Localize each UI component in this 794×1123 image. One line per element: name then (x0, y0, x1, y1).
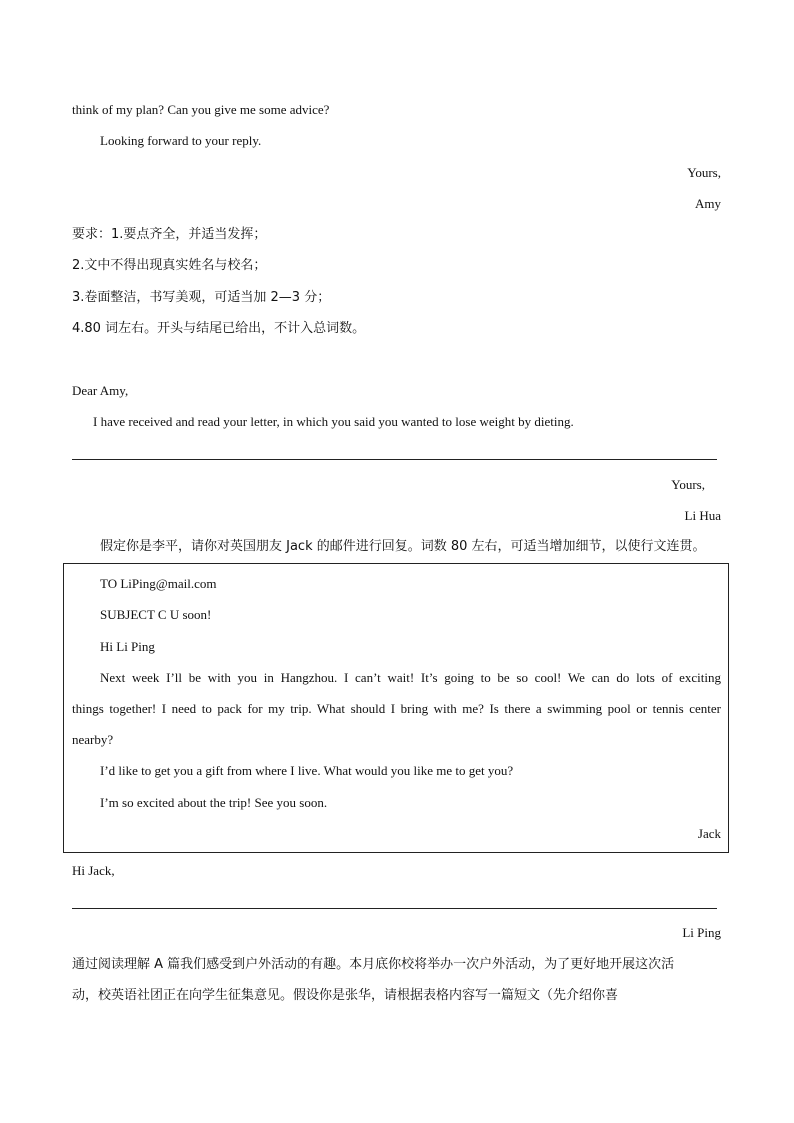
signoff-name: Amy (695, 196, 721, 211)
requirement-4: 4.80 词左右。开头与结尾已给出，不计入总词数。 (72, 321, 366, 336)
closing-yours: Yours, (671, 477, 705, 492)
email-greeting: Hi Li Ping (100, 639, 155, 654)
letter-line: think of my plan? Can you give me some advice? (72, 102, 330, 117)
writing-line (72, 908, 717, 909)
letter-closing-line: Looking forward to your reply. (100, 133, 262, 148)
email-subject: SUBJECT C U soon! (100, 607, 212, 622)
email-paragraph-3: I’m so excited about the trip! See you soon. (100, 795, 328, 810)
closing-name: Li Hua (684, 508, 721, 523)
task-3-line-2: 动，校英语社团正在向学生征集意见。假设你是张华，请根据表格内容写一篇短文（先介绍你喜 (72, 988, 619, 1003)
letter-salutation: Dear Amy, (72, 383, 129, 398)
reply-signature: Li Ping (682, 925, 721, 940)
writing-line (72, 459, 717, 460)
signoff-yours: Yours, (687, 165, 721, 180)
task-3-line-1: 通过阅读理解 A 篇我们感受到户外活动的有趣。本月底你校将举办一次户外活动，为了更好地开展这次活 (72, 957, 675, 972)
email-paragraph-1-line-3: nearby? (72, 732, 114, 747)
requirement-2: 2.文中不得出现真实姓名与校名； (72, 258, 267, 273)
requirement-1: 要求：1.要点齐全，并适当发挥； (72, 227, 267, 242)
email-paragraph-2: I’d like to get you a gift from where I live. What would you like me to get you? (100, 763, 514, 778)
letter-opening-sentence: I have received and read your letter, in which you said you wanted to lose weight by dieting. (93, 414, 574, 429)
task-prompt: 假定你是李平，请你对英国朋友 Jack 的邮件进行回复。词数 80 左右，可适当增加细节，以使行文连贯。 (100, 539, 706, 554)
email-paragraph-1-line-2: things together! I need to pack for my trip. What should I bring with me? Is there a swimming pool or tennis center (72, 701, 721, 716)
email-paragraph-1-line-1: Next week I’ll be with you in Hangzhou. I can’t wait! It’s going to be so cool! We can do lots of exciting (100, 670, 721, 685)
email-to: TO LiPing@mail.com (100, 576, 217, 591)
requirement-3: 3.卷面整洁，书写美观，可适当加 2—3 分； (72, 290, 331, 305)
email-signature: Jack (697, 826, 721, 841)
reply-greeting: Hi Jack, (72, 863, 115, 878)
